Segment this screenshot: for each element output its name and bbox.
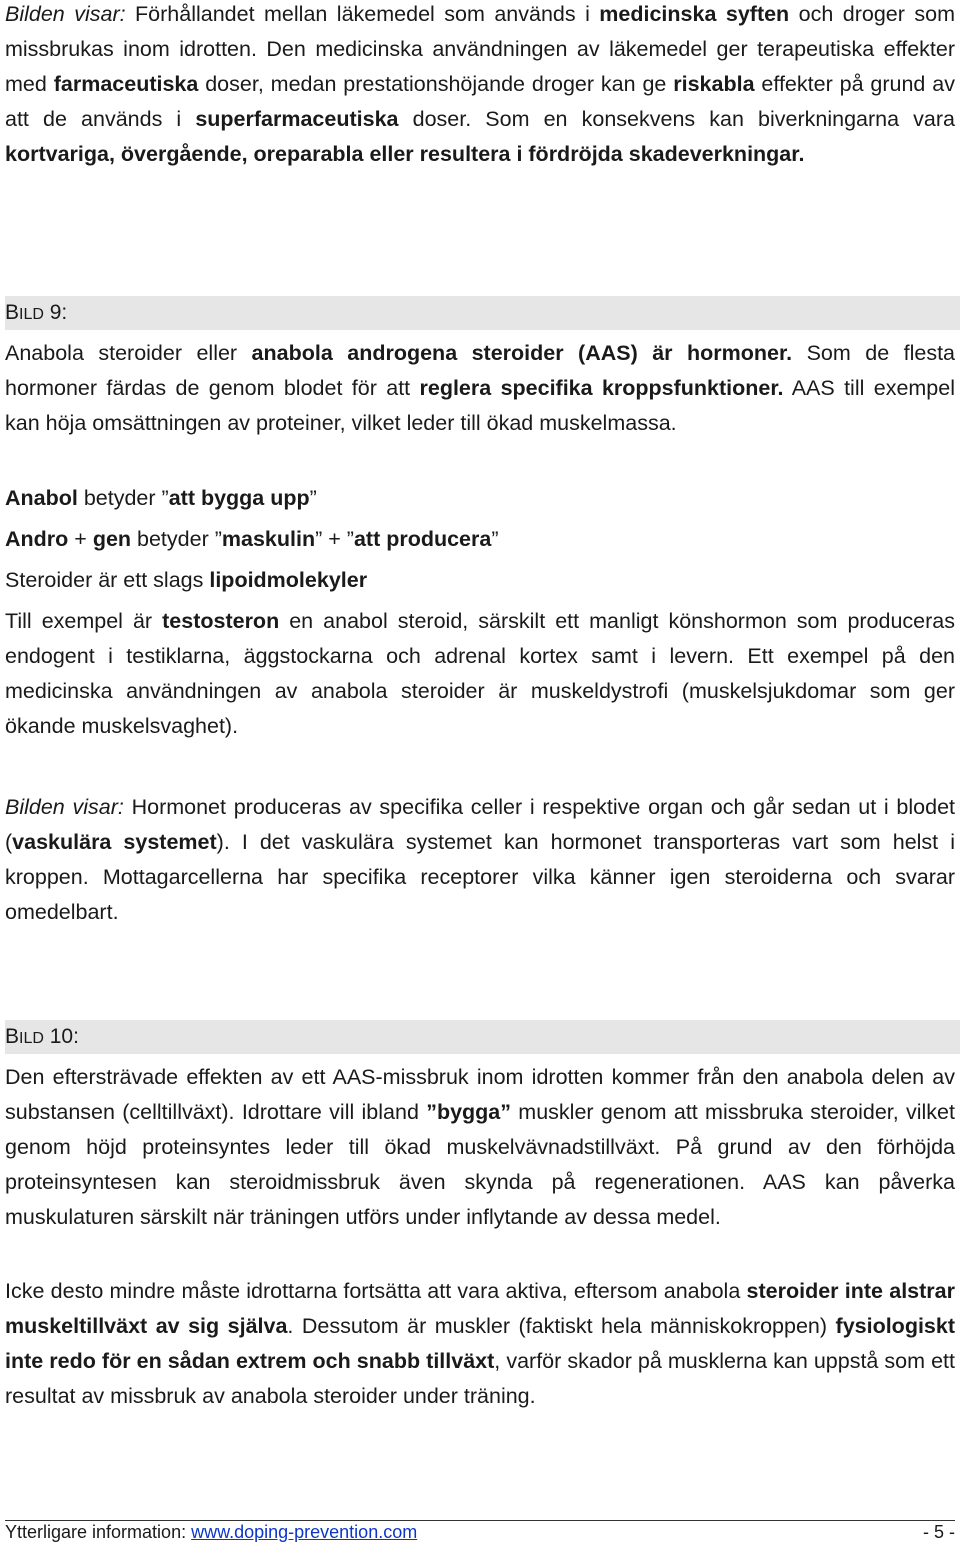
emphasis: anabola androgena steroider (AAS) är hormoner. [251, 341, 793, 365]
paragraph-aas-hormones [5, 336, 955, 441]
paragraph-training [5, 1274, 955, 1414]
text-run: Icke desto mindre måste idrottarna fortsätta att vara aktiva, eftersom anabola [5, 1279, 747, 1303]
text-run: doser, medan prestationshöjande droger kan ge [198, 72, 674, 96]
meaning: lipoidmolekyler [209, 568, 368, 592]
text-run: muskler genom att missbruka steroider, vilket genom höjd proteinsyntes leder till ökad muskelvävnadstillväxt. På grund av den förhöjda proteinsyntesen kan steroidmissbruk även skynda på regenerationen. AAS kan påverka muskulaturen särskilt när träningen utförs under inflytande av dessa medel. [5, 1100, 955, 1229]
text-run: , varför skador på musklerna kan uppstå som ett resultat av missbruk av anabola steroider under träning. [5, 1349, 956, 1408]
caption-prefix: Bilden visar: [5, 795, 124, 819]
image-description-paragraph-1 [5, 0, 955, 172]
footer-label: Ytterligare information: [5, 1522, 192, 1542]
definition-steroids [5, 563, 955, 598]
definition-androgen [5, 522, 955, 557]
text-run: effekter på grund av att de används i [5, 72, 955, 131]
heading-number: 9: [43, 301, 68, 324]
heading-initial: B [5, 301, 20, 324]
emphasis: steroider inte alstrar muskeltillväxt av sig själva [5, 1279, 955, 1338]
emphasis: ”bygga” [426, 1100, 512, 1124]
paragraph-testosterone [5, 604, 955, 744]
text-run: Som de flesta hormoner färdas de genom blodet för att [5, 341, 956, 400]
emphasis: riskabla [673, 72, 755, 96]
quote-mark: ” [346, 527, 354, 551]
text-run: och droger som missbrukas inom idrotten. Den medicinska användningen av läkemedel ger terapeutiska effekter med [5, 2, 955, 96]
text-run: Hormonet produceras av specifika celler i respektive organ och går sedan ut i blodet ( [5, 795, 955, 854]
emphasis: fysiologiskt inte redo för en sådan extrem och snabb tillväxt [5, 1314, 955, 1373]
section-heading-bild-10 [5, 1020, 960, 1054]
caption-prefix: Bilden visar: [5, 2, 126, 26]
text-run: + [68, 527, 93, 551]
meaning: maskulin [221, 527, 316, 551]
page-number: - 5 - [922, 1522, 955, 1542]
emphasis: medicinska syften [599, 2, 790, 26]
text-run: AAS till exempel kan höja omsättningen av proteiner, vilket leder till ökad muskelmassa. [5, 376, 956, 435]
text-run: en anabol steroid, särskilt ett manligt könshormon som produceras endogent i testiklarna, äggstockarna och adrenal kortex samt i levern. Ett exempel på den medicinska användningen av anabola steroider är muskeldystrofi (muskelsjukdomar som ger ökande muskelsvaghet). [5, 609, 956, 738]
text-run: ). I det vaskulära systemet kan hormonet transporteras vart som helst i kroppen. Mottagarcellerna har specifika receptorer vilka känner igen steroiderna och svarar omedelbart. [5, 830, 955, 924]
heading-smallcaps: ILD [19, 306, 44, 323]
text-run: + [322, 527, 347, 551]
text-run: doser. Som en konsekvens kan biverkningarna vara [398, 107, 956, 131]
quote-mark: ” [309, 486, 317, 510]
emphasis: superfarmaceutiska [195, 107, 399, 131]
text-run: Steroider är ett slags [5, 568, 210, 592]
quote-mark: ” [161, 486, 169, 510]
emphasis: testosteron [162, 609, 280, 633]
image-description-paragraph-2 [5, 790, 955, 930]
emphasis: reglera specifika kroppsfunktioner. [419, 376, 784, 400]
text-run: . Dessutom är muskler (faktiskt hela människokroppen) [287, 1314, 836, 1338]
meaning: att producera [353, 527, 492, 551]
heading-number: 10: [43, 1025, 79, 1048]
term: gen [92, 527, 132, 551]
text-run: Till exempel är [5, 609, 163, 633]
quote-mark: ” [491, 527, 499, 551]
section-heading-bild-9 [5, 296, 960, 330]
emphasis: kortvariga, övergående, oreparabla eller resultera i fördröjda skadeverkningar. [5, 142, 805, 166]
footer-link[interactable]: www.doping-prevention.com [191, 1522, 418, 1542]
text-run: betyder [77, 486, 162, 510]
meaning: att bygga upp [168, 486, 310, 510]
definition-anabol [5, 481, 955, 516]
text-run: betyder [131, 527, 215, 551]
quote-mark: ” [315, 527, 323, 551]
term: Andro [5, 527, 69, 551]
text-run: Anabola steroider eller [5, 341, 252, 365]
term: Anabol [5, 486, 78, 510]
heading-initial: B [5, 1025, 20, 1048]
page-footer [5, 1521, 955, 1545]
heading-smallcaps: ILD [19, 1030, 44, 1047]
text-run: Förhållandet mellan läkemedel som används i [125, 2, 600, 26]
quote-mark: ” [214, 527, 222, 551]
text-run: Den eftersträvade effekten av ett AAS-missbruk inom idrotten kommer från den anabola delen av substansen (celltillväxt). Idrottare vill ibland [5, 1065, 955, 1124]
emphasis: vaskulära systemet [12, 830, 217, 854]
paragraph-aas-abuse [5, 1060, 955, 1235]
emphasis: farmaceutiska [53, 72, 199, 96]
